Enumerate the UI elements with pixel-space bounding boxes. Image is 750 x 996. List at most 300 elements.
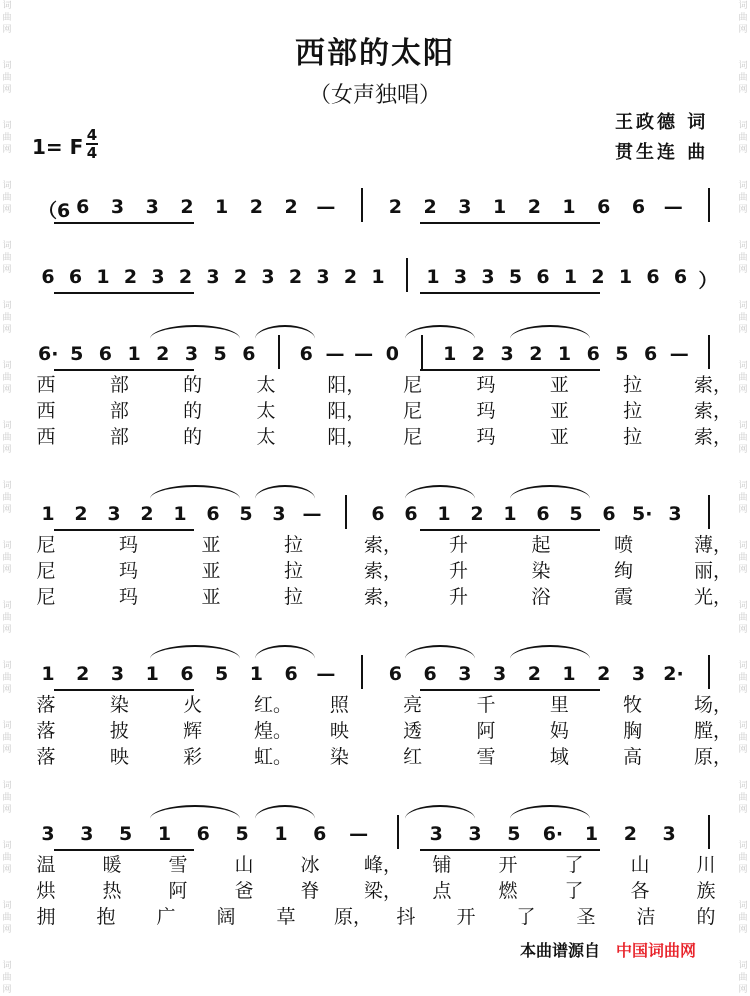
note: 1: [145, 663, 159, 685]
watermark: 词曲网: [738, 541, 748, 575]
lyric-syllable: 索，: [694, 374, 733, 396]
lyric-syllable: 索，: [694, 400, 733, 422]
note: 6: [180, 663, 194, 685]
slur: [405, 325, 475, 339]
lyric-syllable: 彩: [183, 746, 203, 768]
note: 3: [80, 823, 94, 845]
lyric-syllable: 霞: [613, 586, 633, 608]
watermark: 词曲网: [738, 121, 748, 155]
slur: [150, 645, 240, 659]
lyric-row-verse-2: [0, 716, 750, 742]
note: —: [354, 343, 374, 365]
note: 6: [284, 663, 298, 685]
bar-line: [361, 655, 363, 689]
lyric-syllable: 玛: [476, 374, 496, 396]
note: 1: [173, 503, 187, 525]
note: 1: [492, 196, 507, 218]
slur: [255, 805, 315, 819]
lyric-syllable: 胸: [623, 720, 643, 742]
lyric-syllable: 冰: [300, 854, 320, 876]
note: 6: [196, 823, 210, 845]
note: 3: [429, 823, 443, 845]
watermark: 词曲网: [738, 661, 748, 695]
lyric-syllable: 广: [156, 906, 176, 928]
lyric-syllable: 拉: [283, 560, 303, 582]
watermark: 词曲网: [2, 961, 12, 995]
lyric-syllable: 火: [183, 694, 203, 716]
stave-line-4: [0, 495, 750, 535]
lyric-syllable: 虹。: [254, 746, 293, 768]
lyric-syllable: 山: [234, 854, 254, 876]
slur: [405, 805, 475, 819]
lyric-syllable: 抱: [96, 906, 116, 928]
bar-line: [406, 258, 408, 292]
bar-line: [708, 495, 710, 529]
note: 6: [602, 503, 616, 525]
lyric-syllable: 原，: [334, 906, 373, 928]
watermark: 词曲网: [738, 721, 748, 755]
time-signature: [86, 128, 98, 160]
lyric-row-verse-1: [0, 370, 750, 396]
lyric-syllable: 丽，: [694, 560, 733, 582]
lyric-syllable: 拉: [283, 534, 303, 556]
bar-line: [361, 188, 363, 222]
lyric-syllable: 拉: [283, 586, 303, 608]
lyric-syllable: 了: [564, 880, 584, 902]
lyric-syllable: 红: [403, 746, 423, 768]
lyric-syllable: 索，: [364, 586, 403, 608]
lyric-syllable: 域: [549, 746, 569, 768]
lyric-syllable: 妈: [549, 720, 569, 742]
subtitle: （女声独唱）: [308, 83, 441, 108]
lyric-syllable: 煌。: [254, 720, 293, 742]
note: 6: [597, 196, 611, 218]
bar-line: [708, 815, 710, 849]
lyric-syllable: 场，: [694, 694, 733, 716]
slur: [510, 325, 590, 339]
lyric-syllable: 膛，: [694, 720, 733, 742]
lyric-syllable: 了: [516, 906, 536, 928]
watermark: 词曲网: [2, 361, 12, 395]
note: —: [302, 503, 322, 525]
lyric-syllable: 牧: [623, 694, 643, 716]
watermark: 词曲网: [2, 181, 12, 215]
note: 2: [233, 266, 248, 288]
footer-source: [520, 938, 696, 961]
note: 6: [388, 663, 402, 685]
note: 2: [156, 343, 170, 365]
watermark: 词曲网: [738, 241, 748, 275]
lyric-syllable: 爸: [234, 880, 254, 902]
beam: [54, 222, 194, 224]
lyric-syllable: 升: [448, 586, 468, 608]
bar-line: [397, 815, 399, 849]
beam: [420, 222, 600, 224]
lyric-syllable: 了: [564, 854, 584, 876]
note: 2: [123, 266, 138, 288]
lyric-syllable: 西: [36, 426, 56, 448]
note: 2: [471, 343, 486, 365]
lyric-syllable: 亮: [403, 694, 423, 716]
note: 2: [623, 823, 637, 845]
note: 5: [213, 343, 227, 365]
lyric-syllable: 玛: [118, 560, 138, 582]
beam: [54, 292, 194, 294]
lyric-syllable: 部: [109, 374, 129, 396]
watermark: 词曲网: [2, 541, 12, 575]
lyric-syllable: 浴: [531, 586, 551, 608]
watermark: 词曲网: [2, 841, 12, 875]
watermark: 词曲网: [2, 61, 12, 95]
lyric-syllable: 雪: [168, 854, 188, 876]
composer-credit: 贯生连 曲: [615, 142, 709, 163]
lyric-syllable: 各: [630, 880, 650, 902]
note: 2: [284, 196, 298, 218]
slur: [405, 645, 475, 659]
note: 3: [458, 663, 472, 685]
note: 3: [662, 823, 676, 845]
lyric-syllable: 尼: [36, 560, 56, 582]
note: 6: [643, 343, 658, 365]
lyric-syllable: 圣: [576, 906, 596, 928]
lyric-syllable: 部: [109, 400, 129, 422]
lyric-syllable: 铺: [432, 854, 452, 876]
watermark: 词曲网: [738, 61, 748, 95]
footer-source-text: 本曲谱源自: [520, 941, 601, 960]
lyric-syllable: 尼: [403, 374, 423, 396]
note: 6: [536, 503, 550, 525]
note: 1: [437, 503, 451, 525]
note: 2: [74, 503, 88, 525]
watermark: 词曲网: [738, 361, 748, 395]
note: 3: [110, 663, 125, 685]
note: 1: [562, 196, 576, 218]
watermark: 词曲网: [2, 301, 12, 335]
note: 1: [274, 823, 288, 845]
lyric-syllable: 染: [531, 560, 551, 582]
watermark: 词曲网: [738, 421, 748, 455]
slur: [405, 485, 475, 499]
note: 5: [239, 503, 253, 525]
bar-line: [278, 335, 280, 369]
note: 3: [145, 196, 159, 218]
note: 3: [151, 266, 165, 288]
note: 1: [249, 663, 264, 685]
note: —: [669, 343, 689, 365]
note: 3: [110, 196, 125, 218]
slur: [510, 485, 590, 499]
note: 2: [527, 196, 541, 218]
lyric-syllable: 热: [102, 880, 122, 902]
note: 6: [631, 196, 646, 218]
lyric-row-verse-2: [0, 556, 750, 582]
lyric-syllable: 雪: [476, 746, 496, 768]
lyric-syllable: 喷: [613, 534, 633, 556]
lyric-row-verse-1: [0, 690, 750, 716]
note: 1: [371, 266, 385, 288]
note: 6·: [38, 343, 59, 365]
stave-line-1: [0, 188, 750, 228]
lyric-row-verse-3: [0, 582, 750, 608]
watermark: 词曲网: [738, 181, 748, 215]
watermark: 词曲网: [738, 301, 748, 335]
stave-line-6: [0, 815, 750, 855]
lyric-syllable: 映: [329, 720, 349, 742]
note: 5: [70, 343, 84, 365]
lyric-syllable: 拉: [623, 426, 643, 448]
note: 6: [313, 823, 327, 845]
slur: [510, 805, 590, 819]
slur: [150, 485, 240, 499]
note: 1: [426, 266, 440, 288]
lyric-syllable: 阳，: [327, 400, 366, 422]
lyric-syllable: 拉: [623, 400, 643, 422]
note: 1: [215, 196, 229, 218]
watermark: 词曲网: [738, 481, 748, 515]
lyric-syllable: 玛: [118, 586, 138, 608]
bar-line: [708, 188, 710, 222]
lyric-syllable: 抖: [396, 906, 416, 928]
stave-line-2: [0, 258, 750, 298]
note: 1: [563, 266, 578, 288]
lyric-syllable: 薄，: [694, 534, 733, 556]
lyric-syllable: 高: [623, 746, 643, 768]
lyric-syllable: 绚: [613, 560, 633, 582]
lyric-syllable: 峰，: [364, 854, 403, 876]
lyric-syllable: 辉: [183, 720, 203, 742]
note: 1: [96, 266, 110, 288]
note: 3: [107, 503, 121, 525]
beam: [420, 292, 600, 294]
note: 2: [527, 663, 541, 685]
lyric-syllable: 里: [549, 694, 569, 716]
watermark: 词曲网: [738, 601, 748, 635]
note: 1: [443, 343, 457, 365]
note: 1: [41, 503, 55, 525]
note: （6: [38, 200, 71, 222]
meter-bottom: 4: [86, 144, 98, 162]
note: 1: [584, 823, 599, 845]
lyric-syllable: 烘: [36, 880, 56, 902]
note: —: [316, 196, 336, 218]
note: 5·: [632, 503, 653, 525]
lyric-syllable: 点: [432, 880, 452, 902]
note: 3: [453, 266, 468, 288]
note: 3: [631, 663, 646, 685]
lyric-syllable: 透: [403, 720, 423, 742]
lyric-syllable: 落: [36, 720, 56, 742]
note: 6: [673, 266, 688, 288]
lyric-syllable: 开: [456, 906, 476, 928]
note: 2: [178, 266, 193, 288]
note: 1: [557, 343, 572, 365]
lyric-syllable: 燃: [498, 880, 518, 902]
note: 5: [119, 823, 133, 845]
lyric-row-verse-2: [0, 396, 750, 422]
note: 1: [157, 823, 172, 845]
note: 5: [508, 266, 523, 288]
watermark: 词曲网: [738, 841, 748, 875]
note: —: [663, 196, 683, 218]
note: 3: [316, 266, 330, 288]
lyric-syllable: 西: [36, 400, 56, 422]
note: 3: [668, 503, 682, 525]
lyric-syllable: 落: [36, 746, 56, 768]
slur: [255, 325, 315, 339]
lyric-syllable: 暖: [102, 854, 122, 876]
note: 2·: [663, 663, 684, 685]
note: 3: [261, 266, 275, 288]
watermark: 词曲网: [2, 241, 12, 275]
lyric-syllable: 千: [476, 694, 496, 716]
lyric-syllable: 索，: [694, 426, 733, 448]
lyric-syllable: 梁，: [364, 880, 403, 902]
lyric-syllable: 照: [329, 694, 349, 716]
watermark: 词曲网: [2, 601, 12, 635]
note: 6·: [542, 823, 564, 845]
lyric-syllable: 染: [109, 694, 129, 716]
key-signature: 1= F: [32, 135, 84, 159]
note: 6: [98, 343, 112, 365]
note: 5: [569, 503, 583, 525]
note: 6: [68, 266, 83, 288]
lyric-syllable: 亚: [549, 374, 569, 396]
note: 3: [458, 196, 472, 218]
note: —: [316, 663, 336, 685]
note: 3: [41, 823, 55, 845]
note: 2: [343, 266, 358, 288]
watermark: 词曲网: [2, 481, 12, 515]
slur: [255, 485, 315, 499]
note: —: [325, 343, 345, 365]
note: 6: [586, 343, 600, 365]
watermark: 词曲网: [2, 121, 12, 155]
lyric-syllable: 尼: [36, 586, 56, 608]
lyric-syllable: 索，: [364, 534, 403, 556]
watermark: 词曲网: [738, 961, 748, 995]
note: 6: [423, 663, 437, 685]
note: 1: [618, 266, 633, 288]
lyric-syllable: 升: [448, 560, 468, 582]
lyric-syllable: 川: [696, 854, 716, 876]
lyric-syllable: 阳，: [327, 426, 366, 448]
footer-brand-link[interactable]: 中国词曲网: [616, 941, 697, 960]
lyric-row-verse-2: [0, 876, 750, 902]
lyric-syllable: 尼: [403, 400, 423, 422]
note: 6: [206, 503, 220, 525]
lyric-syllable: 玛: [476, 400, 496, 422]
note: 3: [206, 266, 220, 288]
lyric-syllable: 拥: [36, 906, 56, 928]
lyric-syllable: 温: [36, 854, 56, 876]
lyric-syllable: 披: [109, 720, 129, 742]
watermark: 词曲网: [2, 661, 12, 695]
note: 3: [481, 266, 495, 288]
lyric-syllable: 索，: [364, 560, 403, 582]
note: 6: [646, 266, 660, 288]
lyric-syllable: 落: [36, 694, 56, 716]
lyric-syllable: 红。: [254, 694, 293, 716]
bar-line: [708, 335, 710, 369]
lyric-syllable: 亚: [549, 400, 569, 422]
lyric-syllable: 映: [109, 746, 129, 768]
lyric-syllable: 光，: [694, 586, 733, 608]
meter-top: 4: [86, 126, 98, 144]
lyric-syllable: 染: [329, 746, 349, 768]
note: 2: [529, 343, 543, 365]
note: 0: [385, 343, 399, 365]
lyric-syllable: 的: [183, 426, 203, 448]
watermark: 词曲网: [2, 901, 12, 935]
note: 6: [41, 266, 55, 288]
lyric-row-verse-3: [0, 422, 750, 448]
note: 2: [140, 503, 154, 525]
note: 6: [242, 343, 256, 365]
note: 6: [299, 343, 313, 365]
note: 5: [215, 663, 229, 685]
note: 5: [615, 343, 629, 365]
lyric-syllable: 尼: [36, 534, 56, 556]
slur: [255, 645, 315, 659]
lyric-syllable: 族: [696, 880, 716, 902]
watermark: 词曲网: [738, 1, 748, 35]
lyric-syllable: 的: [696, 906, 716, 928]
slur: [150, 805, 240, 819]
lyric-syllable: 太: [256, 426, 276, 448]
note: ）: [698, 270, 718, 292]
note: 2: [423, 196, 437, 218]
lyricist-credit: 王政德 词: [615, 112, 709, 133]
lyric-syllable: 原，: [694, 746, 733, 768]
note: 2: [180, 196, 194, 218]
lyric-syllable: 亚: [201, 560, 221, 582]
lyric-syllable: 的: [183, 400, 203, 422]
lyric-syllable: 玛: [476, 426, 496, 448]
note: 1: [127, 343, 141, 365]
lyric-syllable: 太: [256, 400, 276, 422]
note: 6: [536, 266, 550, 288]
bar-line: [421, 335, 423, 369]
stave-line-5: [0, 655, 750, 695]
lyric-syllable: 部: [109, 426, 129, 448]
note: 6: [371, 503, 385, 525]
note: 3: [184, 343, 199, 365]
note: 2: [388, 196, 402, 218]
lyric-syllable: 脊: [300, 880, 320, 902]
bar-line: [345, 495, 347, 529]
lyric-syllable: 玛: [118, 534, 138, 556]
note: 2: [249, 196, 264, 218]
slur: [510, 645, 590, 659]
lyric-syllable: 阿: [476, 720, 496, 742]
watermark: 词曲网: [2, 721, 12, 755]
note: 3: [492, 663, 507, 685]
lyric-syllable: 阔: [216, 906, 236, 928]
note: 2: [591, 266, 605, 288]
page-title: 西部的太阳: [295, 36, 455, 71]
note: 2: [288, 266, 303, 288]
lyric-row-verse-1: [0, 850, 750, 876]
lyric-syllable: 山: [630, 854, 650, 876]
watermark: 词曲网: [2, 1, 12, 35]
lyric-syllable: 草: [276, 906, 296, 928]
note: 2: [76, 663, 90, 685]
note: 1: [562, 663, 576, 685]
note: 3: [468, 823, 482, 845]
note: —: [349, 823, 369, 845]
note: 2: [470, 503, 484, 525]
lyric-syllable: 阳，: [327, 374, 366, 396]
